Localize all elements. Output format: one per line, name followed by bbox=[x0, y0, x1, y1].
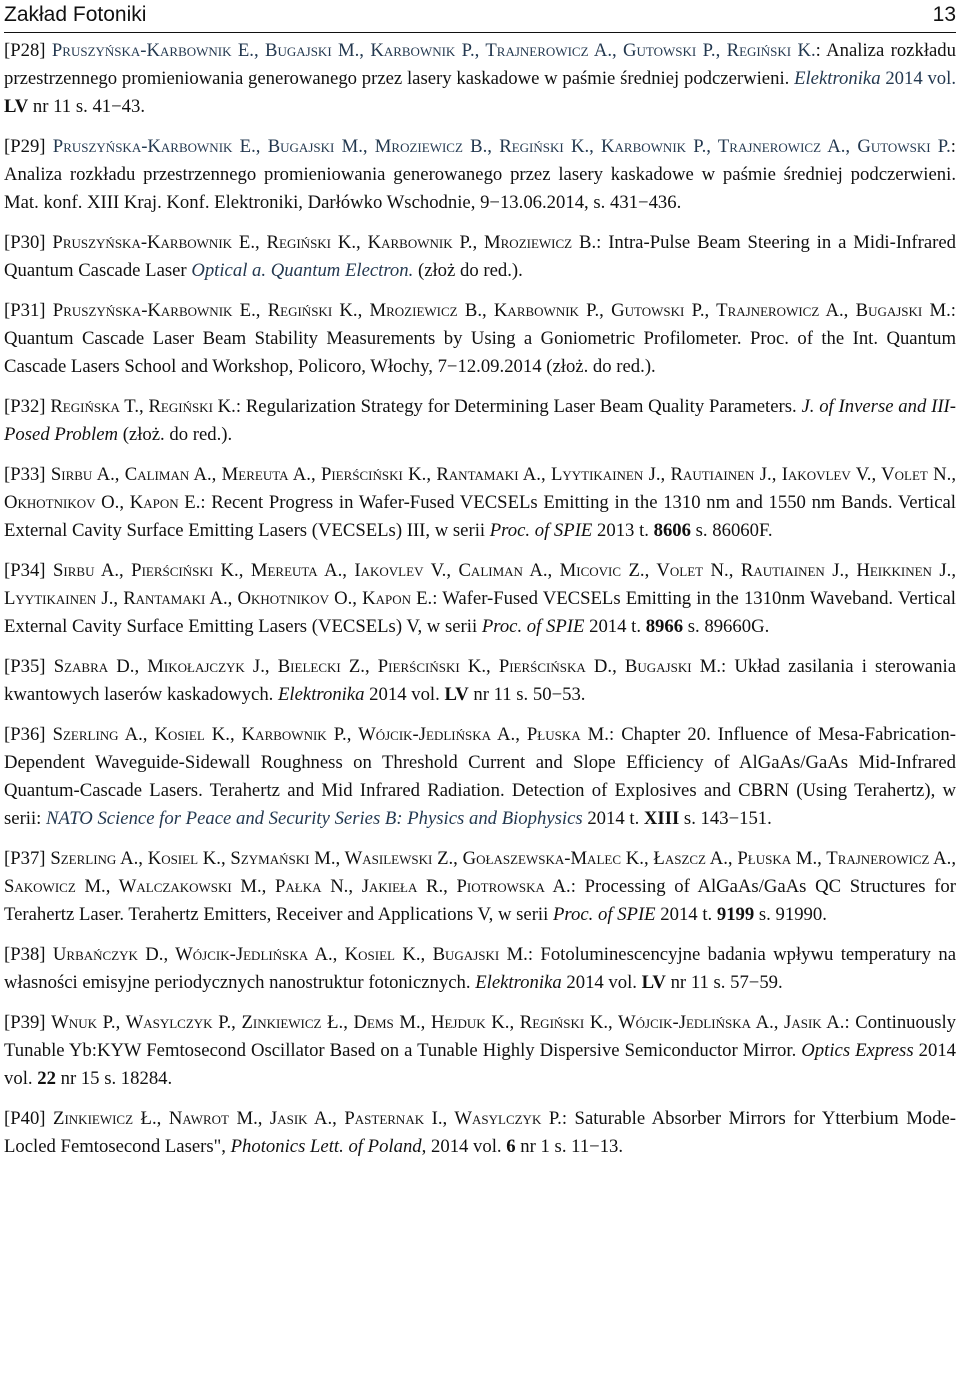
reference-details-2: s. 143−151. bbox=[679, 808, 772, 829]
reference-title: : Fotoluminescencyjne badania wpływu temperatury na własności emisyjne periodycznych nanostruktur fotonicznych. bbox=[4, 944, 956, 993]
reference-venue: J. of Inverse and III-Posed Problem bbox=[4, 396, 957, 445]
reference-id: [P35] bbox=[4, 656, 46, 677]
reference-title: : Regularization Strategy for Determining Laser Beam Quality Parameters. bbox=[235, 396, 802, 417]
reference-venue: Optical a. Quantum Electron. bbox=[191, 260, 414, 281]
reference-item bbox=[4, 653, 956, 709]
reference-authors: Regińska T., Regiński K. bbox=[50, 396, 236, 417]
reference-details-2: nr 11 s. 41−43. bbox=[28, 96, 146, 117]
reference-authors: Sirbu A., Caliman A., Mereuta A., Pierściński K., Rantamaki A., Lyytikainen J., Rautiainen J., Iakovlev V., Volet N., Okhotnikov O., Kapon E. bbox=[4, 464, 956, 513]
reference-title: : Recent Progress in Wafer-Fused VECSELs Emitting in the 1310 nm and 1550 nm Bands. Vertical External Cavity Surface Emitting Lasers (VECSELs) III, w serii bbox=[4, 492, 956, 541]
reference-venue: Proc. of SPIE bbox=[489, 520, 593, 541]
reference-authors: Szabra D., Mikołajczyk J., Bielecki Z., Pierściński K., Pierścińska D., Bugajski M. bbox=[53, 656, 722, 677]
reference-authors: Pruszyńska-Karbownik E., Regiński K., Karbownik P., Mroziewicz B. bbox=[52, 232, 597, 253]
reference-item bbox=[4, 297, 956, 381]
reference-title: : Analiza rozkładu przestrzennego promieniowania generowanego przez lasery kaskadowe w paśmie średniej podczerwieni. Mat. konf. XIII Kraj. Konf. Elektroniki, Darłówko Wschodnie, 9−13.06.2014, s. 431−436. bbox=[4, 136, 956, 213]
reference-details-2: nr 11 s. 57−59. bbox=[665, 972, 783, 993]
reference-details: 2014 t. bbox=[655, 904, 717, 925]
reference-details: (złoż. do red.). bbox=[118, 424, 233, 445]
reference-title: : Quantum Cascade Laser Beam Stability Measurements by Using a Goniometric Profilometer. Proc. of the Int. Quantum Cascade Lasers School and Workshop, Policoro, Włochy, 7−12.09.2014 (złoż. do red.). bbox=[4, 300, 956, 377]
reference-item bbox=[4, 721, 956, 833]
reference-details: 2014 vol. bbox=[364, 684, 445, 705]
reference-authors: Szerling A., Kosiel K., Karbownik P., Wójcik-Jedlińska A., Płuska M. bbox=[52, 724, 609, 745]
reference-details: 2014 vol. bbox=[880, 68, 957, 89]
reference-details-2: nr 15 s. 18284. bbox=[55, 1068, 173, 1089]
reference-authors: Pruszyńska-Karbownik E., Bugajski M., Mroziewicz B., Regiński K., Karbownik P., Trajnerowicz A., Gutowski P. bbox=[52, 136, 951, 157]
reference-item bbox=[4, 393, 956, 449]
reference-authors: Szerling A., Kosiel K., Szymański M., Wasilewski Z., Gołaszewska-Malec K., Łaszcz A., Płuska M., Trajnerowicz A., Sakowicz M., Walczakowski M., Pałka N., Jakieła R., Piotrowska A. bbox=[4, 848, 956, 897]
reference-details: 2014 vol. bbox=[4, 1040, 957, 1089]
reference-authors: Pruszyńska-Karbownik E., Regiński K., Mroziewicz B., Karbownik P., Gutowski P., Trajnerowicz A., Bugajski M. bbox=[52, 300, 951, 321]
reference-item bbox=[4, 229, 956, 285]
reference-volume: 6 bbox=[506, 1136, 516, 1157]
reference-title: : Intra-Pulse Beam Steering in a Midi-Infrared Quantum Cascade Laser bbox=[4, 232, 957, 281]
reference-venue: Proc. of SPIE bbox=[553, 904, 656, 925]
reference-volume: 8606 bbox=[653, 520, 691, 541]
reference-details-2: s. 86060F. bbox=[690, 520, 773, 541]
reference-title: : Układ zasilania i sterowania kwantowych laserów kaskadowych. bbox=[4, 656, 956, 705]
reference-id: [P39] bbox=[4, 1012, 46, 1033]
reference-title: : Chapter 20. Influence of Mesa-Fabrication-Dependent Waveguide-Sidewall Roughness on Threshold Current and Slope Efficiency of AlGaAs/GaAs Mid-Infrared Quantum-Cascade Lasers. Terahertz and Mid Infrared Radiation. Detection of Explosives and CBRN (Using Terahertz), w serii: bbox=[4, 724, 957, 829]
reference-volume: LV bbox=[444, 684, 469, 705]
reference-item bbox=[4, 1009, 956, 1093]
reference-volume: 8966 bbox=[645, 616, 684, 637]
reference-title: : Saturable Absorber Mirrors for Ytterbium Mode-Locled Femtosecond Lasers", bbox=[4, 1108, 957, 1157]
reference-details-2: s. 89660G. bbox=[683, 616, 770, 637]
reference-authors: Sirbu A., Pierściński K., Mereuta A., Iakovlev V., Caliman A., Micovic Z., Volet N., Rautiainen J., Heikkinen J., Lyytikainen J., Rantamaki A., Okhotnikov O., Kapon E. bbox=[4, 560, 956, 609]
reference-id: [P32] bbox=[4, 396, 46, 417]
reference-volume: 22 bbox=[37, 1068, 56, 1089]
reference-details: (złoż do red.). bbox=[413, 260, 523, 281]
reference-id: [P29] bbox=[4, 136, 46, 157]
reference-details: 2013 t. bbox=[592, 520, 654, 541]
reference-id: [P34] bbox=[4, 560, 46, 581]
reference-volume: 9199 bbox=[716, 904, 755, 925]
reference-item bbox=[4, 461, 956, 545]
reference-item bbox=[4, 37, 956, 121]
section-title: Zakład Fotoniki bbox=[4, 3, 147, 26]
reference-item bbox=[4, 1105, 956, 1161]
reference-id: [P30] bbox=[4, 232, 46, 253]
reference-item bbox=[4, 557, 956, 641]
reference-authors: Wnuk P., Wasylczyk P., Zinkiewicz Ł., Dems M., Hejduk K., Regiński K., Wójcik-Jedlińska A., Jasik A. bbox=[51, 1012, 845, 1033]
reference-details: 2014 vol. bbox=[561, 972, 642, 993]
reference-authors: Urbańczyk D., Wójcik-Jedlińska A., Kosiel K., Bugajski M. bbox=[52, 944, 528, 965]
reference-id: [P37] bbox=[4, 848, 46, 869]
reference-volume: LV bbox=[4, 96, 29, 117]
reference-venue: Photonics Lett. of Poland bbox=[230, 1136, 422, 1157]
reference-item bbox=[4, 133, 956, 217]
reference-details: 2014 t. bbox=[584, 616, 646, 637]
reference-volume: XIII bbox=[643, 808, 680, 829]
reference-item bbox=[4, 845, 956, 929]
reference-id: [P31] bbox=[4, 300, 46, 321]
reference-venue: Optics Express bbox=[801, 1040, 914, 1061]
reference-volume: LV bbox=[641, 972, 666, 993]
reference-list bbox=[4, 37, 956, 1161]
reference-id: [P28] bbox=[4, 40, 46, 61]
reference-id: [P40] bbox=[4, 1108, 46, 1129]
reference-id: [P38] bbox=[4, 944, 46, 965]
reference-authors: Pruszyńska-Karbownik E., Bugajski M., Karbownik P., Trajnerowicz A., Gutowski P., Regiński K. bbox=[51, 40, 816, 61]
reference-id: [P33] bbox=[4, 464, 46, 485]
reference-details-2: nr 11 s. 50−53. bbox=[468, 684, 586, 705]
page-number: 13 bbox=[932, 3, 956, 26]
reference-title: : Continuously Tunable Yb:KYW Femtosecond Oscillator Based on a Tunable Highly Dispersive Semiconductor Mirror. bbox=[4, 1012, 957, 1061]
reference-venue: Elektronika bbox=[475, 972, 562, 993]
reference-title: : Processing of AlGaAs/GaAs QC Structures for Terahertz Laser. Terahertz Emitters, Receiver and Applications V, w serii bbox=[4, 876, 956, 925]
reference-id: [P36] bbox=[4, 724, 46, 745]
reference-item bbox=[4, 941, 956, 997]
reference-venue: Elektronika bbox=[794, 68, 881, 89]
reference-venue: Proc. of SPIE bbox=[481, 616, 585, 637]
reference-title: : Wafer-Fused VECSELs Emitting in the 1310nm Waveband. Vertical External Cavity Surface Emitting Lasers (VECSELs) V, w serii bbox=[4, 588, 956, 637]
reference-details: , 2014 vol. bbox=[421, 1136, 507, 1157]
reference-venue: Elektronika bbox=[278, 684, 365, 705]
reference-venue: NATO Science for Peace and Security Series B: Physics and Biophysics bbox=[46, 808, 583, 829]
reference-title: : Analiza rozkładu przestrzennego promieniowania generowanego przez lasery kaskadowe w paśmie średniej podczerwieni. bbox=[4, 40, 956, 89]
page-header bbox=[4, 0, 956, 33]
reference-details-2: s. 91990. bbox=[754, 904, 827, 925]
reference-authors: Zinkiewicz Ł., Nawrot M., Jasik A., Pasternak I., Wasylczyk P. bbox=[53, 1108, 562, 1129]
reference-details: 2014 t. bbox=[582, 808, 644, 829]
reference-details-2: nr 1 s. 11−13. bbox=[515, 1136, 624, 1157]
